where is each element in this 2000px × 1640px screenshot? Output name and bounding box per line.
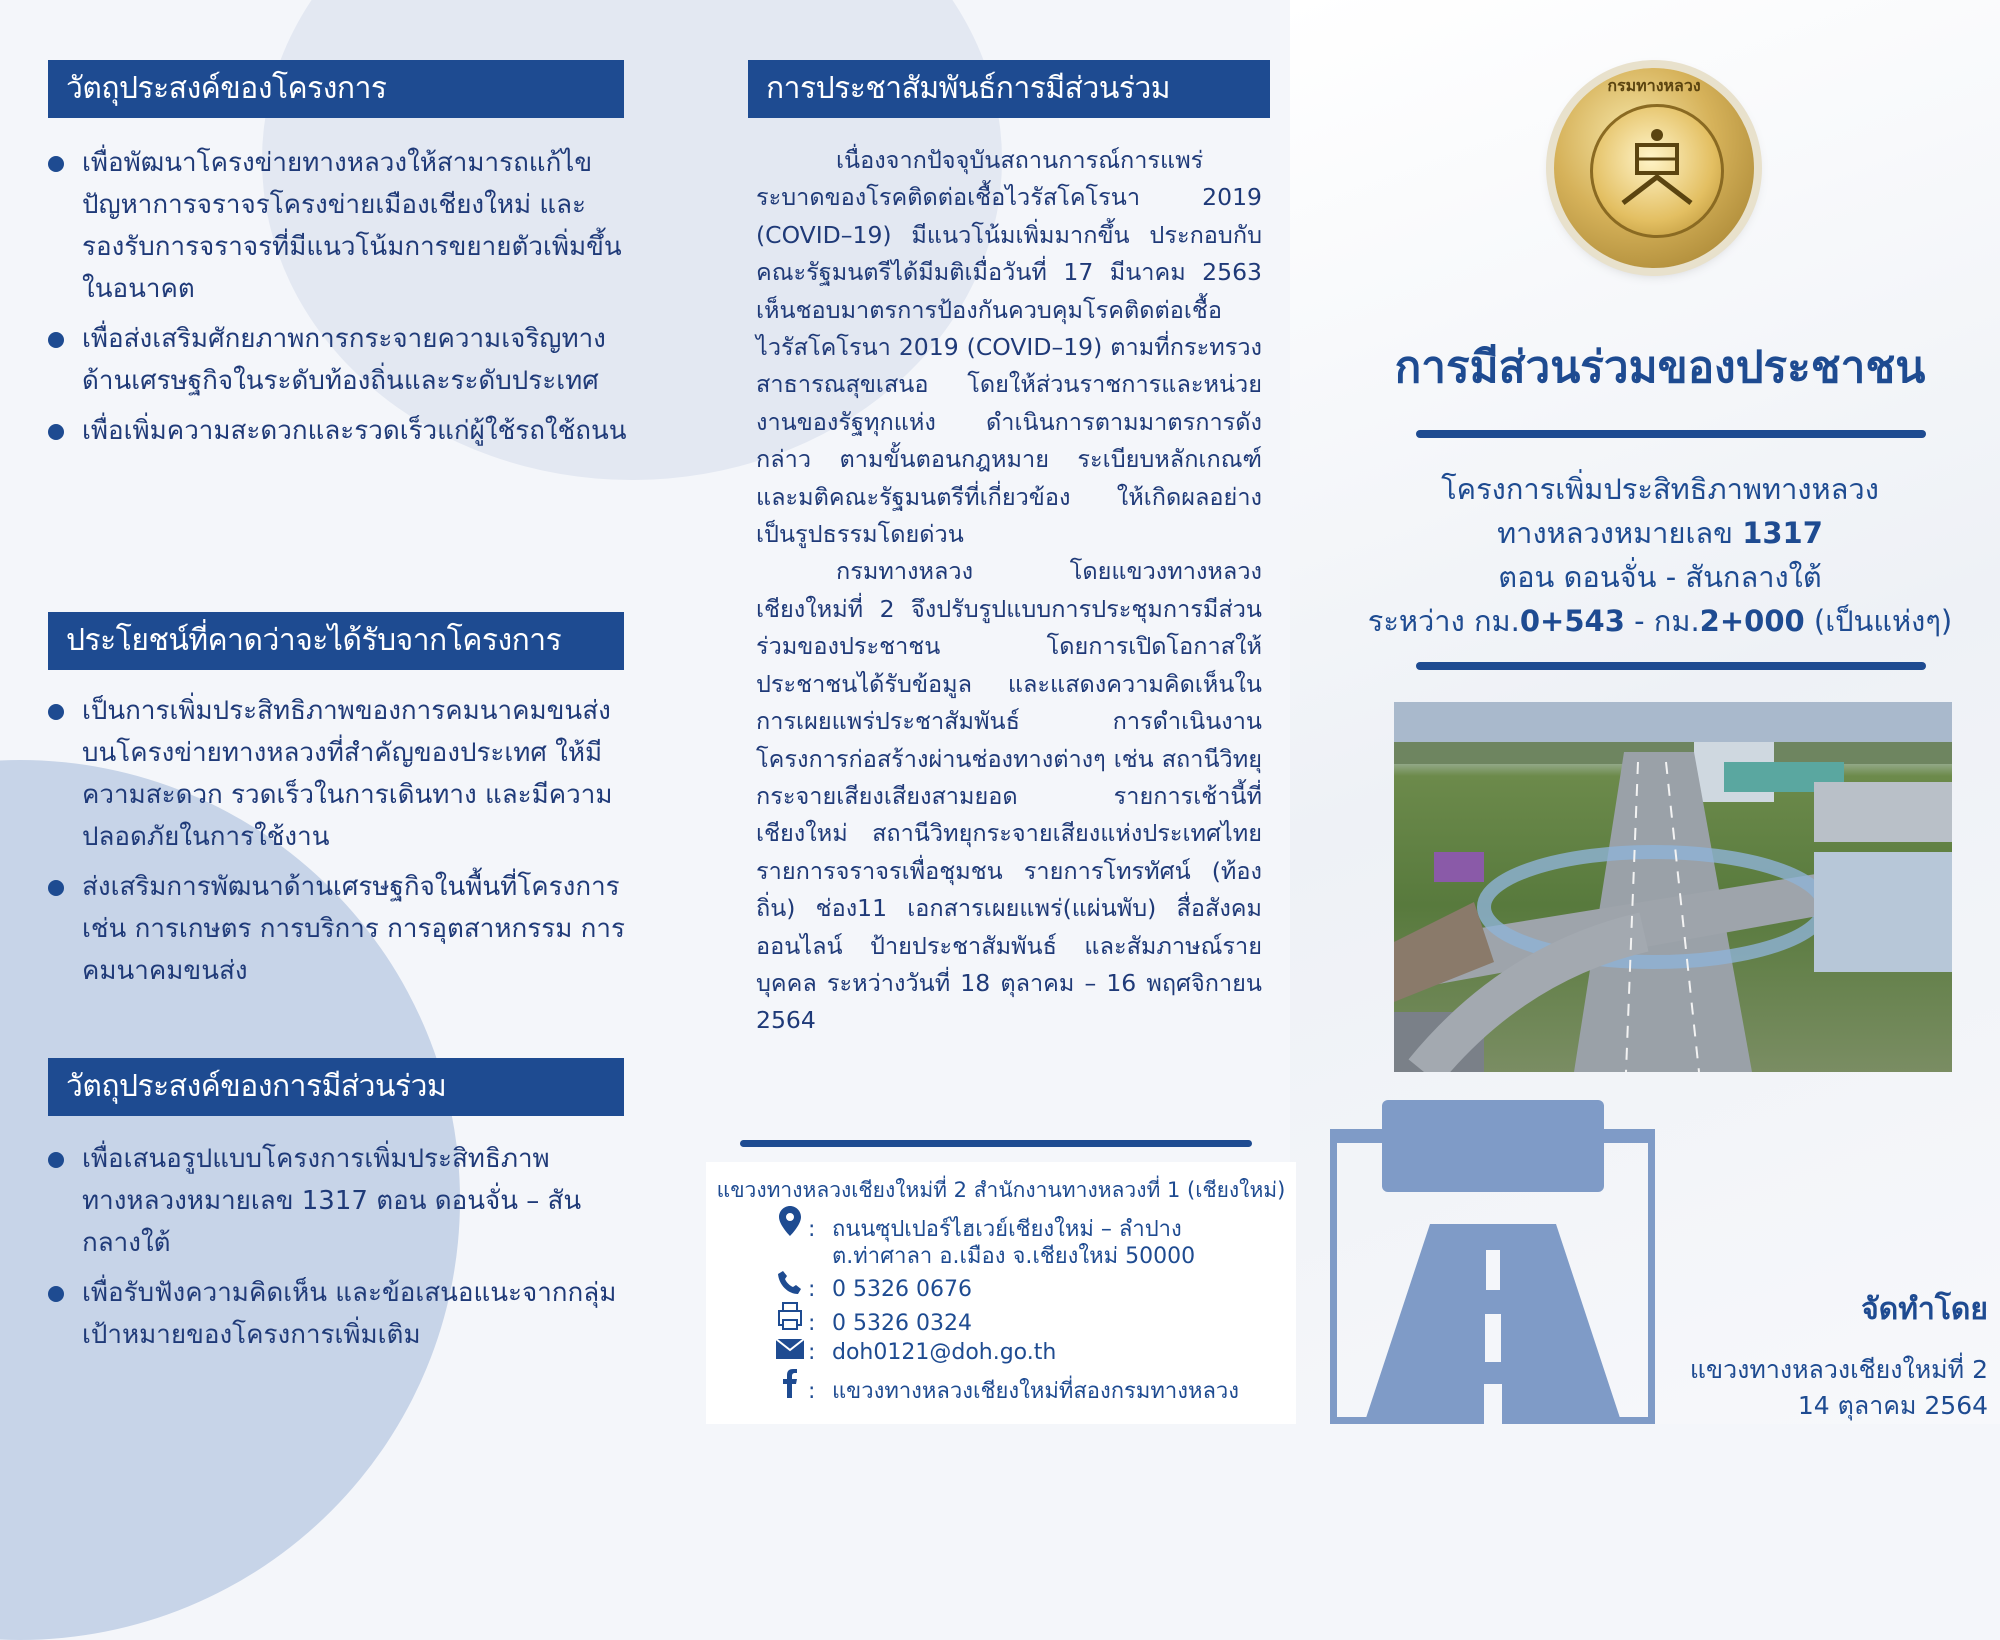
road-sign-icon bbox=[1330, 1100, 1655, 1424]
highway-number-value: 1317 bbox=[1742, 516, 1823, 550]
km-range: ระหว่าง กม.0+543 - กม.2+000 (เป็นแห่งๆ) bbox=[1367, 604, 1953, 638]
bullet-icon bbox=[48, 424, 64, 440]
participation-objectives-header: วัตถุประสงค์ของการมีส่วนร่วม bbox=[48, 1058, 624, 1116]
list-item: ส่งเสริมการพัฒนาด้านเศรษฐกิจในพื้นที่โครงการ เช่น การเกษตร การบริการ การอุตสาหกรรม การคมนาคมขนส่ง bbox=[48, 866, 628, 992]
separator: : bbox=[808, 1217, 816, 1242]
list-item: เพื่อเสนอรูปแบบโครงการเพิ่มประสิทธิภาพทางหลวงหมายเลข 1317 ตอน ดอนจั่น – สันกลางใต้ bbox=[48, 1138, 628, 1264]
highway-number bbox=[1340, 510, 1980, 556]
phone-number: 0 5326 0676 bbox=[832, 1277, 972, 1302]
benefits-list bbox=[48, 690, 628, 1000]
bullet-icon bbox=[48, 332, 64, 348]
list-item: เพื่อรับฟังความคิดเห็น และข้อเสนอแนะจากกลุ่มเป้าหมายของโครงการเพิ่มเติม bbox=[48, 1272, 628, 1356]
department-seal-logo bbox=[1554, 68, 1754, 268]
contact-address-2 bbox=[772, 1238, 1195, 1273]
bullet-icon bbox=[48, 704, 64, 720]
address-line-1: ถนนซุปเปอร์ไฮเวย์เชียงใหม่ – ลำปาง bbox=[832, 1217, 1182, 1242]
participation-objectives-list bbox=[48, 1138, 628, 1364]
bullet-icon bbox=[48, 1152, 64, 1168]
project-name: โครงการเพิ่มประสิทธิภาพทางหลวง bbox=[1441, 472, 1879, 506]
divider bbox=[740, 1140, 1252, 1147]
facebook-icon bbox=[772, 1368, 808, 1405]
aerial-intersection-photo bbox=[1394, 702, 1952, 1072]
objectives-header: วัตถุประสงค์ของโครงการ bbox=[48, 60, 624, 118]
publish-date: 14 ตุลาคม 2564 bbox=[1797, 1391, 1988, 1420]
pr-body bbox=[756, 142, 1262, 1040]
objectives-list bbox=[48, 142, 628, 460]
contact-facebook bbox=[772, 1368, 1239, 1408]
highway-label: ทางหลวงหมายเลข bbox=[1497, 516, 1733, 550]
list-item: เพื่อส่งเสริมศักยภาพการกระจายความเจริญทางด้านเศรษฐกิจในระดับท้องถิ่นและระดับประเทศ bbox=[48, 318, 628, 402]
email-address[interactable]: doh0121@doh.go.th bbox=[832, 1340, 1057, 1365]
benefits-header: ประโยชน์ที่คาดว่าจะได้รับจากโครงการ bbox=[48, 612, 624, 670]
contact-title: แขวงทางหลวงเชียงใหม่ที่ 2 สำนักงานทางหลวงที่ 1 (เชียงใหม่) bbox=[716, 1178, 1286, 1202]
pr-paragraph: เนื่องจากปัจจุบันสถานการณ์การแพร่ระบาดของโรคติดต่อเชื้อไวรัสโคโรนา 2019 (COVID–19) มีแนวโน้มเพิ่มมากขึ้น ประกอบกับคณะรัฐมนตรีได้มีมติเมื่อวันที่ 17 มีนาคม 2563 เห็นชอบมาตรการป้องกันควบคุมโรคติดต่อเชื้อไวรัสโคโรนา 2019 (COVID–19) ตามที่กระทรวงสาธารณสุขเสนอ โดยให้ส่วนราชการและหน่วยงานของรัฐทุกแห่ง ดำเนินการตามมาตรการดังกล่าว ตามขั้นตอนกฎหมาย ระเบียบหลักเกณฑ์ และมติคณะรัฐมนตรีที่เกี่ยวข้อง ให้เกิดผลอย่างเป็นรูปธรรมโดยด่วน bbox=[756, 146, 1262, 549]
organizer-name: แขวงทางหลวงเชียงใหม่ที่ 2 bbox=[1689, 1355, 1988, 1384]
list-item: เพื่อเพิ่มความสะดวกและรวดเร็วแก่ผู้ใช้รถใช้ถนน bbox=[48, 410, 628, 452]
bullet-icon bbox=[48, 880, 64, 896]
pr-header: การประชาสัมพันธ์การมีส่วนร่วม bbox=[748, 60, 1270, 118]
fax-number: 0 5326 0324 bbox=[832, 1311, 972, 1336]
contact-fax bbox=[772, 1302, 972, 1337]
separator: : bbox=[808, 1379, 816, 1404]
separator: : bbox=[808, 1277, 816, 1302]
contact-phone bbox=[772, 1270, 972, 1303]
organizer-label: จัดทำโดย bbox=[1861, 1292, 1988, 1327]
section-name: ตอน ดอนจั่น - สันกลางใต้ bbox=[1498, 560, 1822, 594]
pr-paragraph: กรมทางหลวง โดยแขวงทางหลวงเชียงใหม่ที่ 2 จึงปรับรูปแบบการประชุมการมีส่วนร่วมของประชาชน โดยการเปิดโอกาสให้ประชาชนได้รับข้อมูล และแสดงความคิดเห็นในการเผยแพร่ประชาสัมพันธ์ การดำเนินงานโครงการก่อสร้างผ่านช่องทางต่างๆ เช่น สถานีวิทยุกระจายเสียงเสียงสามยอด รายการเช้านี้ที่เชียงใหม่ สถานีวิทยุกระจายเสียงแห่งประเทศไทย รายการจราจรเพื่อชุมชน รายการโทรทัศน์ (ท้องถิ่น) ช่อง11 เอกสารเผยแพร่(แผ่นพับ) สื่อสังคมออนไลน์ ป้ายประชาสัมพันธ์ และสัมภาษณ์รายบุคคล ระหว่างวันที่ 18 ตุลาคม – 16 พฤศจิกายน 2564 bbox=[756, 557, 1262, 1035]
bullet-icon bbox=[48, 156, 64, 172]
contact-email bbox=[772, 1336, 1056, 1366]
list-item: เพื่อพัฒนาโครงข่ายทางหลวงให้สามารถแก้ไขปัญหาการจราจรโครงข่ายเมืองเชียงใหม่ และรองรับการจราจรที่มีแนวโน้มการขยายตัวเพิ่มขึ้นในอนาคต bbox=[48, 142, 628, 310]
title-divider-top bbox=[1416, 430, 1926, 438]
title-divider-bottom bbox=[1416, 662, 1926, 670]
seal-emblem-icon bbox=[1590, 104, 1724, 238]
address-line-2: ต.ท่าศาลา อ.เมือง จ.เชียงใหม่ 50000 bbox=[832, 1244, 1196, 1269]
contact-box bbox=[706, 1162, 1296, 1424]
separator: : bbox=[808, 1311, 816, 1336]
fax-icon bbox=[772, 1302, 808, 1337]
email-icon bbox=[772, 1336, 808, 1366]
phone-icon bbox=[772, 1270, 808, 1303]
list-item: เป็นการเพิ่มประสิทธิภาพของการคมนาคมขนส่งบนโครงข่ายทางหลวงที่สำคัญของประเทศ ให้มีความสะดวก รวดเร็วในการเดินทาง และมีความปลอดภัยในการใช้งาน bbox=[48, 690, 628, 858]
separator: : bbox=[808, 1340, 816, 1365]
bullet-icon bbox=[48, 1286, 64, 1302]
seal-text: กรมทางหลวง bbox=[1607, 76, 1701, 95]
cover-title: การมีส่วนร่วมของประชาชน bbox=[1394, 342, 1926, 393]
facebook-page[interactable]: แขวงทางหลวงเชียงใหม่ที่สองกรมทางหลวง bbox=[832, 1379, 1240, 1404]
